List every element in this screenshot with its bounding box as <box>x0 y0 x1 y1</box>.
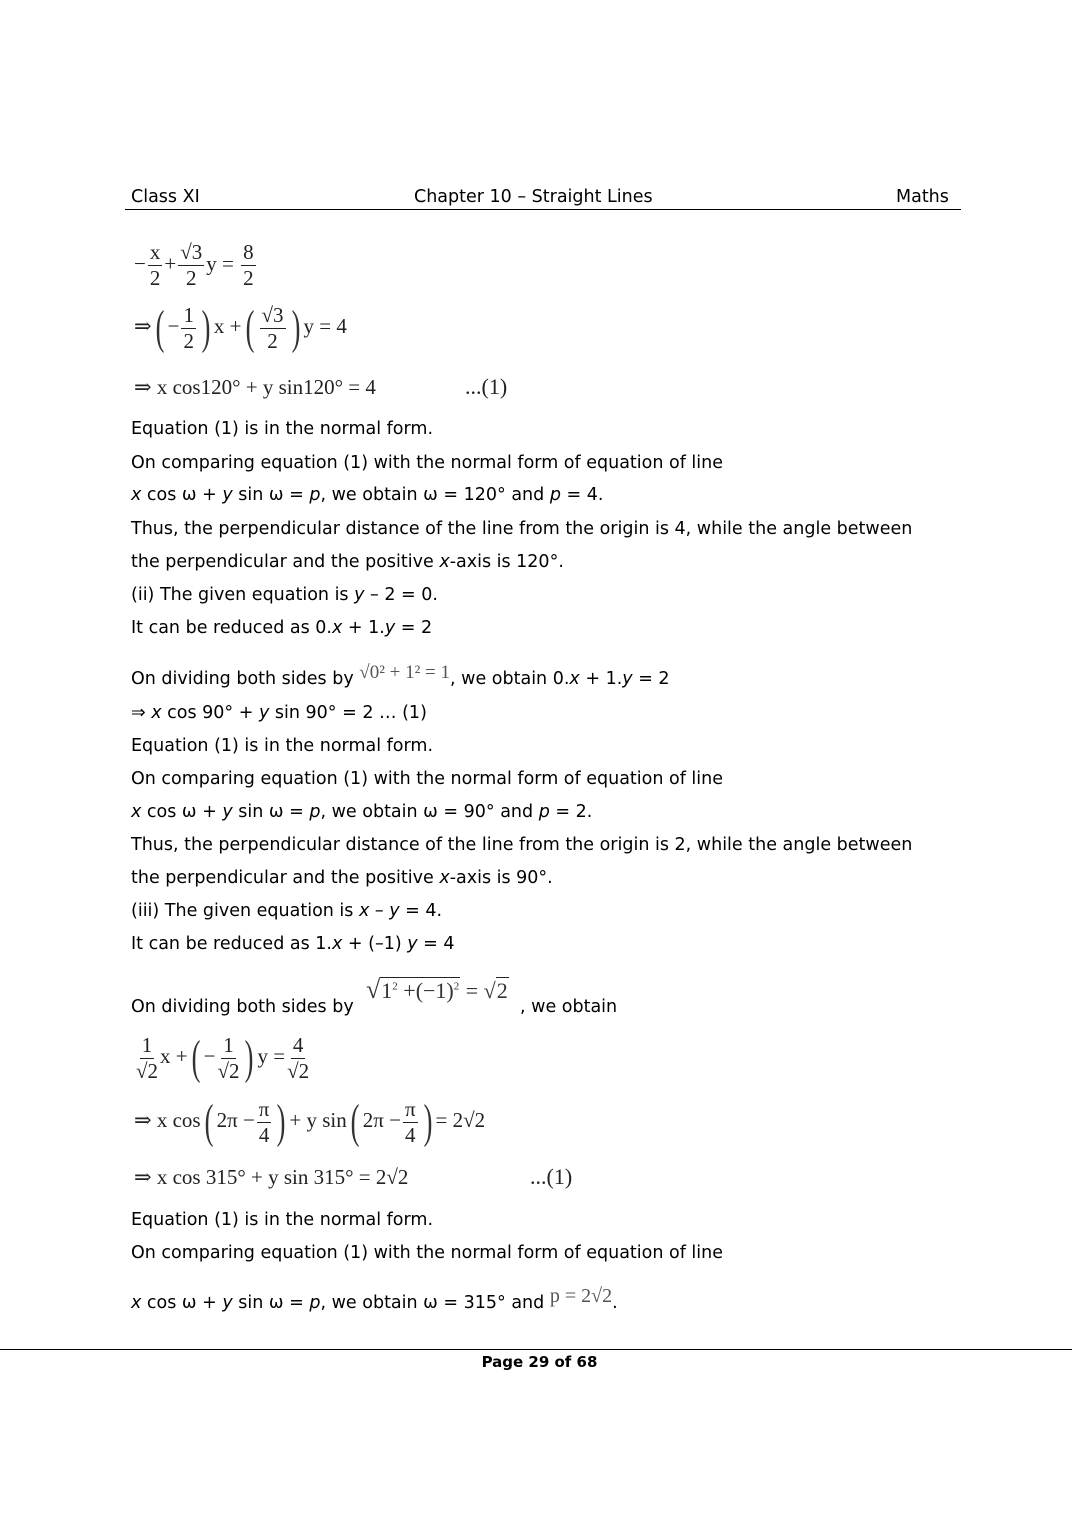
text-conclusion-line2: the perpendicular and the positive x-axis is 120°. <box>131 552 564 572</box>
text-part-ii-given: (ii) The given equation is y – 2 = 0. <box>131 585 438 605</box>
text-part-ii-conclusion-1: Thus, the perpendicular distance of the line from the origin is 2, while the angle between <box>131 835 913 855</box>
text-part-iii-compare: On comparing equation (1) with the normal form of equation of line <box>131 1243 724 1263</box>
text-comparing-statement: On comparing equation (1) with the normal form of equation of line <box>131 453 724 473</box>
text-part-ii-result: ⇒ x cos 90° + y sin 90° = 2 … (1) <box>131 703 427 723</box>
text-part-iii-given: (iii) The given equation is x – y = 4. <box>131 901 443 921</box>
header-rule <box>125 209 961 210</box>
equation-number: ...(1) <box>465 374 508 399</box>
text-part-ii-normal: Equation (1) is in the normal form. <box>131 736 434 756</box>
text-part-ii-compare: On comparing equation (1) with the normal form of equation of line <box>131 769 724 789</box>
text-normal-form-result: x cos ω + y sin ω = p, we obtain ω = 120° and p = 4. <box>131 485 604 505</box>
text-part-iii-normal: Equation (1) is in the normal form. <box>131 1210 434 1230</box>
equation-iii-radian-form: ⇒ x cos( 2π − $\frac{\pi}{4}$ ) + y sin( 2π − $\frac{\pi}{4}$ ) = 2√2 <box>134 1095 486 1148</box>
p-value-expression: p = 2√2 <box>549 1285 613 1307</box>
equation-normal-form-i: ⇒ x cos120° + y sin120° = 4 <box>134 375 376 399</box>
text-part-ii-normal-form-result: x cos ω + y sin ω = p, we obtain ω = 90° and p = 2. <box>131 802 593 822</box>
text-part-ii-reduce: It can be reduced as 0.x + 1.y = 2 <box>131 618 433 638</box>
text-part-iii-divide: On dividing both sides by <box>131 997 354 1017</box>
footer-rule <box>0 1349 1072 1350</box>
sqrt-expression: √0² + 1² = 1 <box>359 662 451 683</box>
header-subject: Maths <box>896 187 949 207</box>
sqrt-expression-iii: $√1^2 +(-1)^2 = √2$ <box>366 975 508 1004</box>
text-conclusion-line1: Thus, the perpendicular distance of the line from the origin is 4, while the angle between <box>131 519 913 539</box>
text-part-ii-divide: On dividing both sides by √0² + 1² = 1, we obtain 0.x + 1.y = 2 <box>131 662 670 689</box>
header-class: Class XI <box>131 187 200 207</box>
page-number: Page 29 of 68 <box>481 1353 598 1371</box>
text-we-obtain: , we obtain <box>520 997 618 1017</box>
header-chapter-title: Chapter 10 – Straight Lines <box>414 187 653 207</box>
equation-iii-degree-form: ⇒ x cos 315° + y sin 315° = 2√2 <box>134 1165 409 1189</box>
text-part-iii-normal-form-result: x cos ω + y sin ω = p, we obtain ω = 315° and p = 2√2. <box>131 1285 618 1313</box>
equation-coefficient-form: ⇒( − $\frac{1}{2}$ ) x +( $\frac{√3}{2}$ ) y = 4 <box>134 301 347 354</box>
equation-fraction-form: − $\frac{x}{2}$ + $\frac{√3}{2}$ y = $\frac{8}{2}$ <box>134 240 254 290</box>
text-part-ii-conclusion-2: the perpendicular and the positive x-axis is 90°. <box>131 868 553 888</box>
equation-iii-fraction-form: $\frac{1}{√2}$ x +( − $\frac{1}{√2}$ ) y = $\frac{4}{√2}$ <box>136 1031 310 1084</box>
text-normal-form-statement: Equation (1) is in the normal form. <box>131 419 434 439</box>
equation-number-iii: ...(1) <box>530 1164 573 1189</box>
text-part-iii-reduce: It can be reduced as 1.x + (–1) y = 4 <box>131 934 455 954</box>
